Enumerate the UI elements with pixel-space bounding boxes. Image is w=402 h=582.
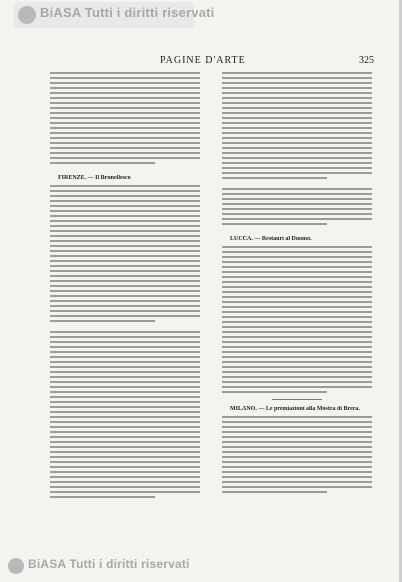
text-line (50, 107, 200, 109)
text-line (222, 107, 372, 109)
text-line (222, 336, 372, 338)
text-line (222, 193, 372, 195)
text-line (222, 451, 372, 453)
right-column (222, 72, 372, 496)
text-line (50, 137, 200, 139)
text-line (50, 275, 200, 277)
watermark-logo-icon (8, 558, 24, 574)
text-line (50, 270, 200, 272)
text-line (222, 321, 372, 323)
text-line (222, 261, 372, 263)
text-line (222, 218, 372, 220)
text-line (222, 87, 372, 89)
text-line (50, 386, 200, 388)
text-line (50, 112, 200, 114)
text-line (50, 456, 200, 458)
text-line (50, 476, 200, 478)
text-line (222, 281, 372, 283)
text-line (222, 441, 372, 443)
text-line (222, 481, 372, 483)
text-line (50, 406, 200, 408)
text-line (50, 471, 200, 473)
text-line (222, 256, 372, 258)
text-line (50, 421, 200, 423)
text-line (222, 127, 372, 129)
text-line (50, 280, 200, 282)
text-line (222, 137, 372, 139)
text-line (50, 346, 200, 348)
text-line (50, 152, 200, 154)
text-line (222, 208, 372, 210)
text-line (50, 265, 200, 267)
text-line (50, 77, 200, 79)
text-line (50, 391, 200, 393)
text-line (222, 361, 372, 363)
text-line (50, 426, 200, 428)
text-line (50, 401, 200, 403)
text-line (50, 416, 200, 418)
text-line (222, 446, 372, 448)
text-line (222, 476, 372, 478)
text-line (50, 235, 200, 237)
text-line (50, 441, 200, 443)
text-line (50, 92, 200, 94)
page-number: 325 (359, 55, 374, 66)
text-line (222, 356, 372, 358)
text-line (222, 102, 372, 104)
text-line (222, 466, 372, 468)
text-line (222, 177, 327, 179)
text-line (50, 230, 200, 232)
text-line (50, 446, 200, 448)
text-line (50, 466, 200, 468)
text-line (222, 471, 372, 473)
text-line (222, 271, 372, 273)
text-line (50, 486, 200, 488)
text-line (222, 97, 372, 99)
text-line (50, 285, 200, 287)
text-line (50, 220, 200, 222)
text-line (222, 391, 327, 393)
text-line (222, 72, 372, 74)
text-line (222, 132, 372, 134)
text-line (222, 286, 372, 288)
text-line (50, 190, 200, 192)
text-line (222, 426, 372, 428)
text-line (222, 152, 372, 154)
text-line (50, 127, 200, 129)
text-line (50, 295, 200, 297)
text-line (50, 451, 200, 453)
text-line (222, 486, 372, 488)
text-line (222, 276, 372, 278)
section-heading: MILANO. — Le premiazioni alla Mostra di Brera. (230, 406, 360, 412)
text-line (50, 132, 200, 134)
text-line (50, 122, 200, 124)
text-line (222, 117, 372, 119)
text-line (222, 82, 372, 84)
text-line (50, 300, 200, 302)
watermark-bottom (8, 556, 190, 578)
text-line (50, 381, 200, 383)
text-line (222, 366, 372, 368)
text-line (222, 311, 372, 313)
text-line (50, 255, 200, 257)
text-line (222, 147, 372, 149)
text-line (50, 215, 200, 217)
paragraph-gap (222, 228, 372, 234)
text-line (222, 351, 372, 353)
text-line (50, 315, 200, 317)
text-line (50, 205, 200, 207)
text-line (50, 87, 200, 89)
text-line (50, 356, 200, 358)
text-line (222, 291, 372, 293)
text-line (222, 92, 372, 94)
text-line (222, 301, 372, 303)
section-heading: LUCCA. — Restauri al Duomo. (230, 236, 312, 242)
text-line (50, 200, 200, 202)
watermark-text: BiASA Tutti i diritti riservati (40, 5, 215, 20)
text-line (222, 431, 372, 433)
text-line (222, 198, 372, 200)
text-line (50, 162, 155, 164)
divider (272, 399, 322, 400)
text-line (222, 223, 327, 225)
text-line (222, 162, 372, 164)
text-line (222, 306, 372, 308)
text-line (50, 336, 200, 338)
text-line (222, 266, 372, 268)
text-line (222, 246, 372, 248)
text-line (222, 456, 372, 458)
text-line (50, 82, 200, 84)
text-line (222, 371, 372, 373)
text-line (222, 341, 372, 343)
text-line (222, 491, 327, 493)
text-line (50, 195, 200, 197)
text-line (222, 386, 372, 388)
text-line (50, 72, 200, 74)
paragraph-gap (50, 167, 200, 173)
text-line (50, 225, 200, 227)
text-line (50, 341, 200, 343)
text-line (50, 157, 200, 159)
text-line (50, 250, 200, 252)
text-line (222, 346, 372, 348)
text-line (222, 188, 372, 190)
text-line (50, 366, 200, 368)
text-line (50, 117, 200, 119)
text-line (50, 361, 200, 363)
text-line (222, 112, 372, 114)
text-line (50, 142, 200, 144)
watermark-logo-icon (18, 6, 36, 24)
text-line (222, 461, 372, 463)
text-line (50, 240, 200, 242)
text-line (50, 210, 200, 212)
text-line (50, 305, 200, 307)
text-line (222, 421, 372, 423)
watermark-text: BiASA Tutti i diritti riservati (28, 557, 190, 571)
text-line (222, 122, 372, 124)
text-line (50, 371, 200, 373)
text-line (50, 431, 200, 433)
text-line (50, 185, 200, 187)
text-line (222, 376, 372, 378)
text-line (222, 331, 372, 333)
text-line (50, 491, 200, 493)
text-line (50, 245, 200, 247)
text-line (50, 396, 200, 398)
left-column (50, 72, 200, 501)
text-line (50, 461, 200, 463)
text-line (50, 496, 155, 498)
text-line (50, 331, 200, 333)
text-line (222, 172, 372, 174)
text-line (222, 416, 372, 418)
text-line (50, 310, 200, 312)
section-heading: FIRENZE. — Il Brunellesco (58, 175, 131, 181)
text-line (222, 203, 372, 205)
text-line (222, 316, 372, 318)
text-line (50, 320, 155, 322)
text-line (222, 436, 372, 438)
text-line (50, 351, 200, 353)
text-line (222, 296, 372, 298)
text-line (50, 481, 200, 483)
text-line (222, 157, 372, 159)
text-line (50, 147, 200, 149)
text-line (222, 167, 372, 169)
text-line (222, 77, 372, 79)
watermark-top (14, 2, 215, 28)
text-line (50, 97, 200, 99)
page-header (48, 55, 374, 69)
text-line (50, 290, 200, 292)
text-line (50, 102, 200, 104)
text-line (50, 411, 200, 413)
text-line (50, 436, 200, 438)
text-line (222, 251, 372, 253)
text-line (222, 142, 372, 144)
text-line (50, 376, 200, 378)
text-line (222, 381, 372, 383)
text-line (222, 213, 372, 215)
text-line (222, 326, 372, 328)
text-line (50, 260, 200, 262)
running-title: PAGINE D'ARTE (160, 55, 246, 66)
